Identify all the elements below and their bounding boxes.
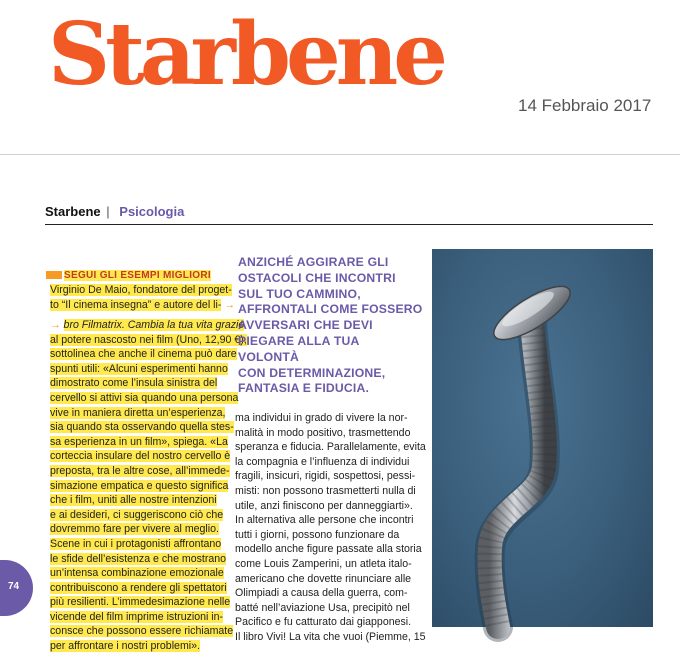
text-line: utile, anzi finiscono per danneggiarti». [235, 499, 413, 512]
text-line: e ai desideri, ci suggeriscono ciò che [50, 508, 224, 521]
text-line: americano che dovette rinunciare alle [235, 572, 412, 585]
section-kicker: SEGUI GLI ESEMPI MIGLIORI [46, 270, 211, 281]
pull-quote-line: AFFRONTALI COME FOSSERO [238, 302, 423, 317]
text-line: sottolinea che anche il cinema può dare [50, 348, 237, 361]
text-line: fragili, insicuri, rigidi, sospettosi, pessi- [235, 470, 416, 483]
bent-nail-icon [432, 249, 653, 627]
text-line: spunti utili: «Alcuni esperimenti hanno [50, 362, 228, 375]
clipping-divider [0, 154, 680, 155]
text-line: dovremmo fare per vivere al meglio. [50, 523, 219, 536]
header-separator: | [106, 204, 110, 219]
continue-arrow-icon: → [224, 298, 235, 311]
pull-quote-line: OSTACOLI CHE INCONTRI [238, 270, 396, 285]
text-line: come Louis Zamperini, un atleta italo- [235, 557, 412, 570]
header-brand: Starbene [45, 204, 101, 219]
pull-quote-line: SUL TUO CAMMINO, [238, 286, 361, 301]
page-number: 74 [8, 581, 20, 592]
bent-nail-photo [432, 249, 653, 627]
text-line: cervello si attivi sia quando una persona [50, 391, 239, 404]
text-line: Virginio De Maio, fondatore del proget- [50, 284, 232, 296]
text-line: speranza e fiducia. Parallelamente, evita [235, 441, 426, 454]
pull-quote-line: AVVERSARI CHE DEVI [238, 318, 373, 333]
magazine-header [45, 204, 184, 219]
text-line: Il libro Vivi! La vita che vuoi (Piemme, 15 [235, 630, 426, 643]
article-column-1-bottom [50, 318, 247, 654]
text-line: → bro Filmatrix. Cambia la tua vita grazie [50, 319, 245, 331]
text-line: In alternativa alle persone che incontri [235, 514, 414, 527]
text-line: Olimpiadi a causa della guerra, com- [235, 587, 408, 600]
text-line: consce che possono essere richiamate [50, 625, 234, 638]
text-line: sa esperienza in un film», spiega. «La [50, 435, 228, 448]
text-line: tutti i giorni, possono funzionare da [235, 528, 400, 541]
text-line: modello anche figure passate alla storia [235, 543, 422, 556]
pull-quote-line: PIEGARE ALLA TUA VOLONTÀ [238, 333, 360, 364]
text-line: malità in modo positivo, trasmettendo [235, 426, 411, 439]
text-line: un’intensa combinazione emozionale [50, 567, 224, 580]
text-line: Scene in cui i protagonisti affrontano [50, 537, 222, 550]
text-line: vive in maniera diretta un’esperienza, [50, 406, 226, 419]
text-line: contribuiscono a rendere gli spettatori [50, 581, 227, 594]
highlight-marker-icon [46, 271, 62, 279]
text-line: misti: non possono trasmetterti nulla di [235, 484, 416, 497]
publication-date: 14 Febbraio 2017 [518, 96, 652, 115]
text-line: Pacifico e fu catturato dai giapponesi. [235, 616, 412, 629]
pull-quote-line: FANTASIA E FIDUCIA. [238, 381, 370, 396]
text-line: dimostrato come l’insula sinistra del [50, 377, 218, 390]
article-column-1-top [50, 283, 235, 312]
section-name: Psicologia [119, 204, 185, 219]
text-line: per affrontare i nostri problemi». [50, 640, 200, 653]
header-rule [45, 224, 653, 225]
article-column-2 [235, 411, 426, 645]
pull-quote [238, 255, 423, 397]
starbene-logo: Starbene [48, 4, 443, 105]
text-line: corteccia insulare del nostro cervello è [50, 450, 231, 463]
continued-arrow-icon: → [50, 319, 61, 331]
pull-quote-line: ANZICHÉ AGGIRARE GLI [238, 255, 389, 269]
text-line: che i film, uniti alle nostre intenzioni [50, 494, 217, 507]
text-line: al potere nascosto nei film (Uno, 12,90 €), [50, 333, 247, 346]
text-line: sia quando sta osservando quella stes- [50, 421, 234, 434]
text-line: batté nell’aviazione Usa, precipitò nel [235, 601, 410, 614]
text-line: la compagnia e l’influenza di individui [235, 455, 410, 468]
text-line: vicende del film imprime istruzioni in- [50, 610, 224, 623]
text-line: ma individui in grado di vivere la nor- [235, 412, 408, 424]
text-line: to “Il cinema insegna” e autore del li- → [50, 298, 235, 311]
text-line: più resilienti. L’immedesimazione nelle [50, 596, 231, 609]
text-line: preposta, tra le altre cose, all’immede- [50, 464, 230, 477]
text-line: simazione empatica e questo significa [50, 479, 229, 492]
pull-quote-line: CON DETERMINAZIONE, [238, 365, 386, 380]
page-number-tab [0, 560, 33, 616]
text-line: le sfide dell’esistenza e che mostrano [50, 552, 227, 565]
